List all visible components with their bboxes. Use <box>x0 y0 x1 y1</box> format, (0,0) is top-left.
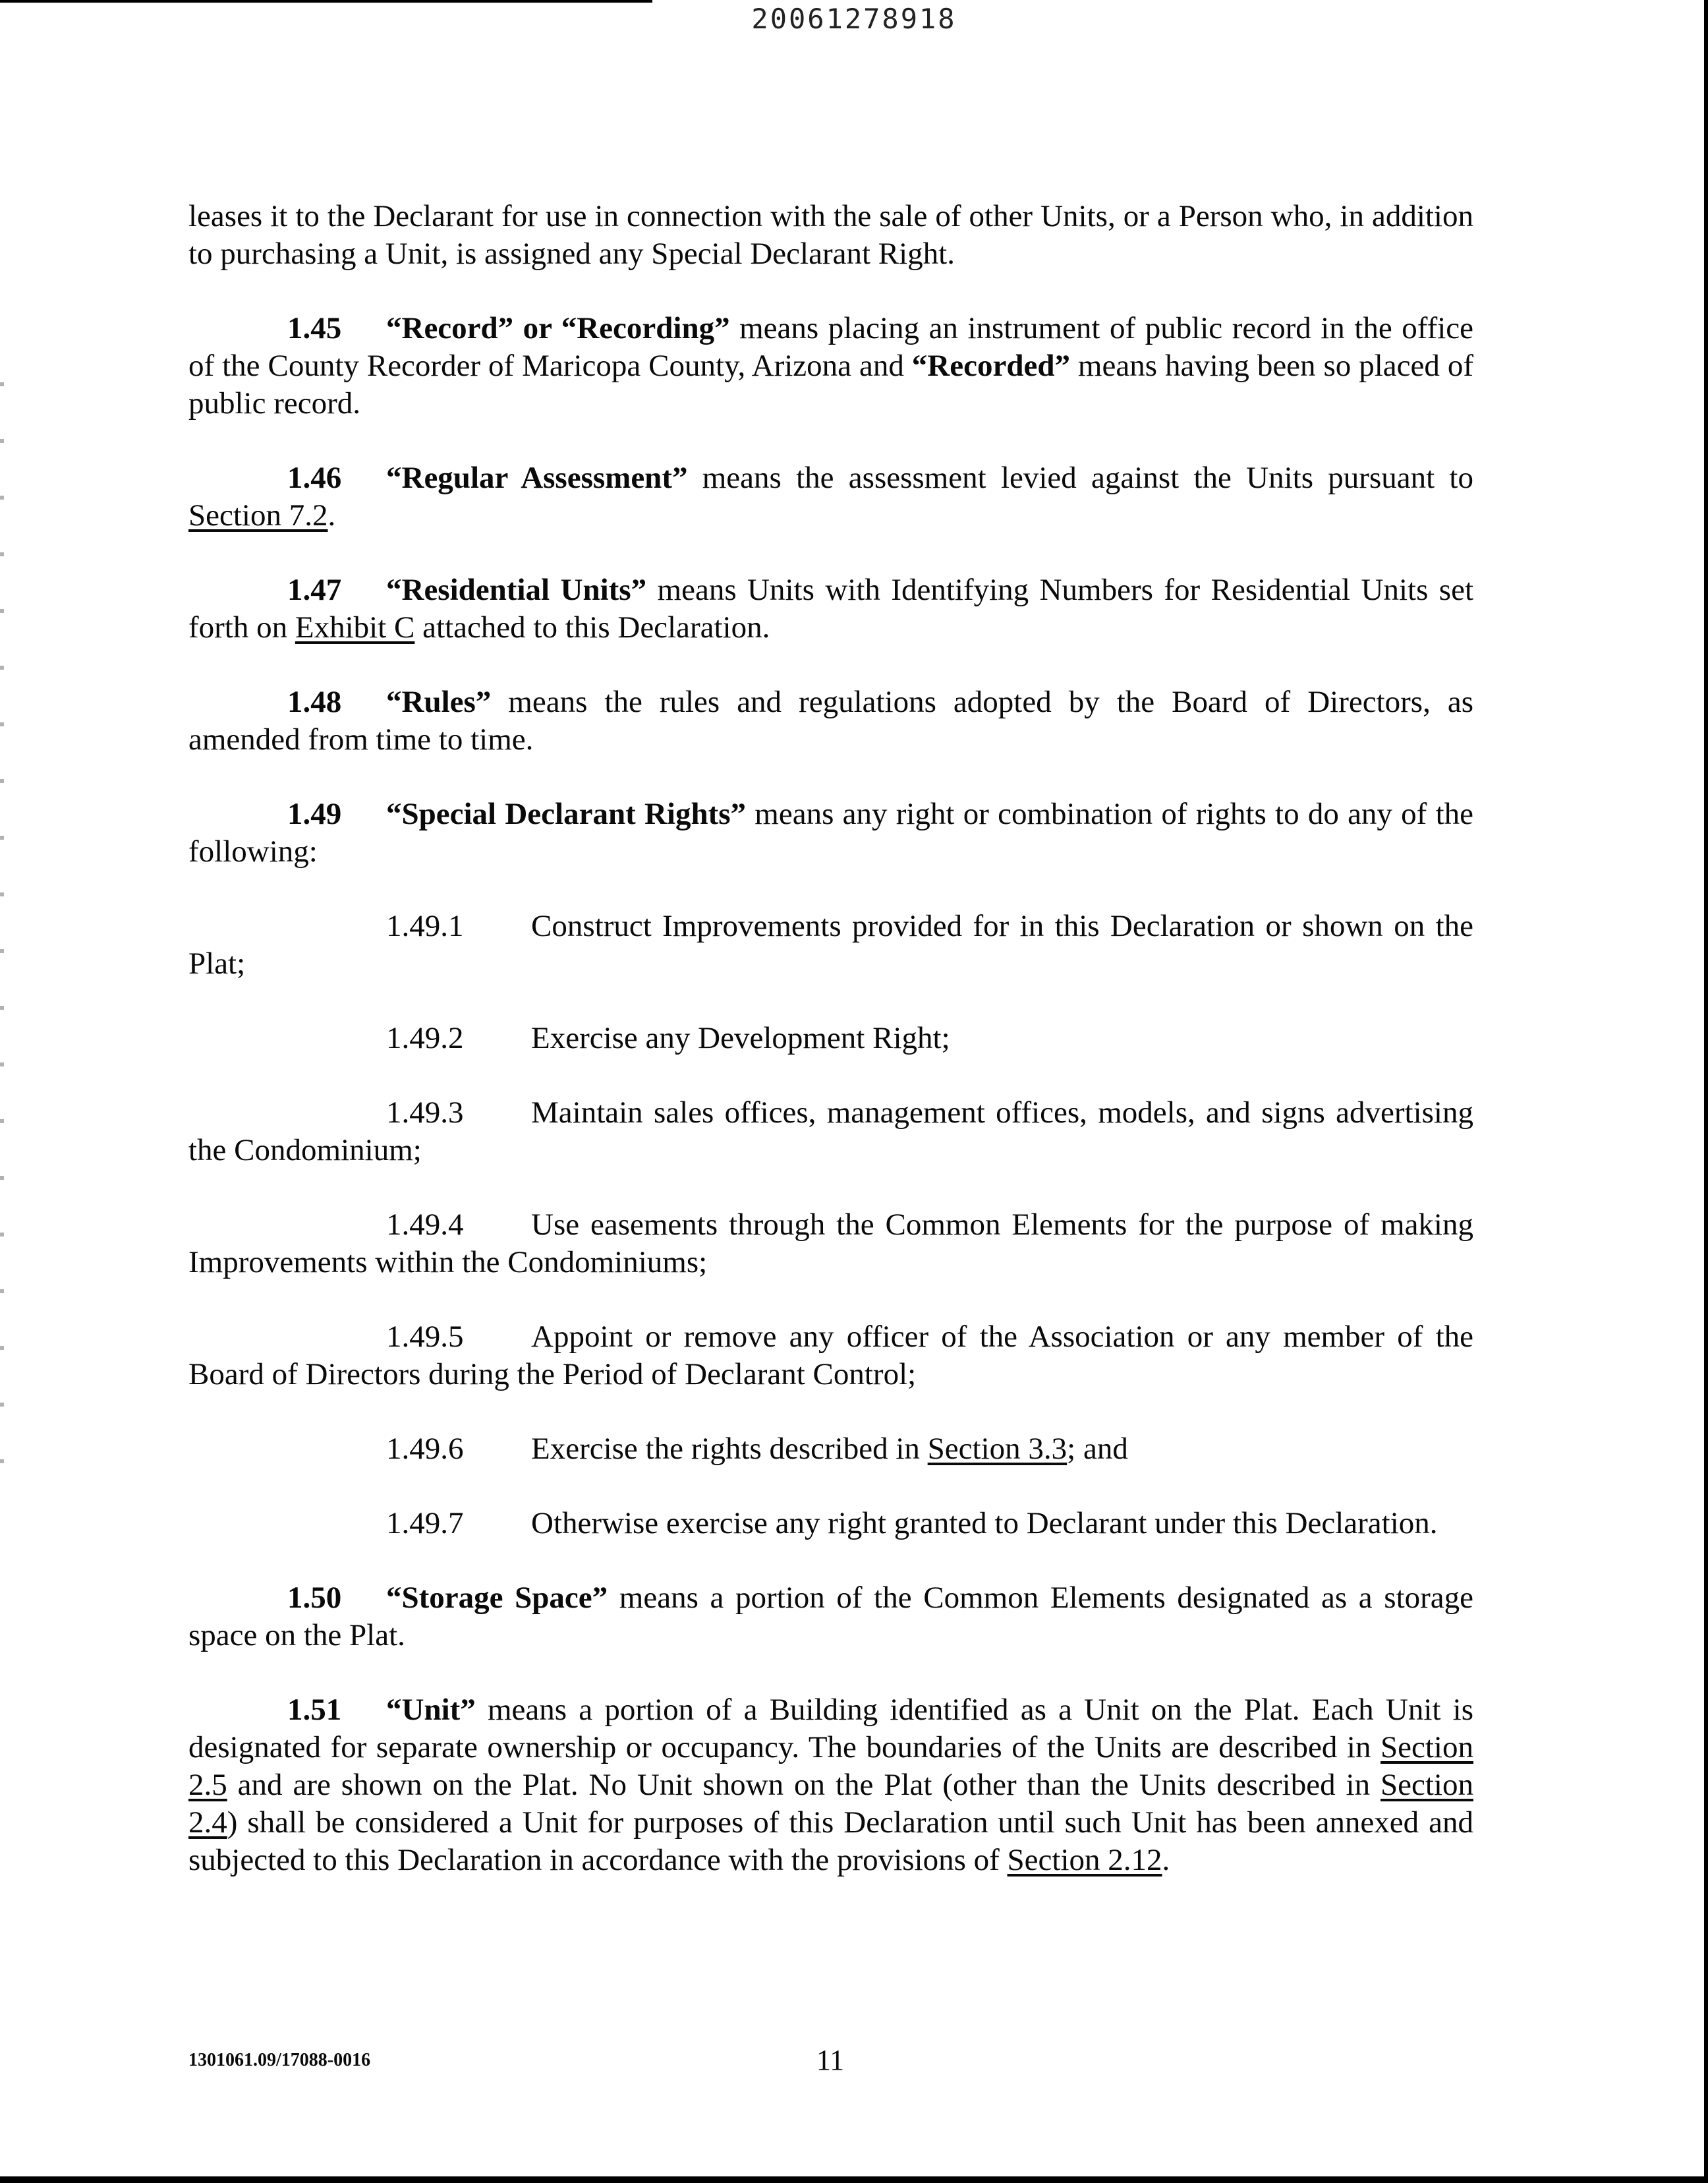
defined-term: “Recorded” <box>911 349 1070 383</box>
subsection-text: Exercise any Development Right; <box>531 1021 950 1055</box>
subsection-1-49-6 <box>188 1430 1473 1468</box>
section-1-49 <box>188 796 1473 871</box>
section-reference: Section 2.4 <box>188 1768 1473 1840</box>
definition-text: means any right or combination of rights to do any of the following: <box>188 797 1473 869</box>
section-reference: Section 7.2 <box>188 498 328 533</box>
definition-text: means the rules and regulations adopted by the Board of Directors, as amended from time to time. <box>188 685 1473 757</box>
section-1-50 <box>188 1579 1473 1654</box>
page-number: 11 <box>816 2044 845 2076</box>
defined-term: “Regular Assessment” <box>386 461 688 495</box>
recording-number: 20061278918 <box>751 3 957 35</box>
subsection-1-49-1 <box>188 908 1473 983</box>
definition-text: . <box>1162 1843 1170 1877</box>
defined-term: “Special Declarant Rights” <box>386 797 747 831</box>
definition-text: means a portion of a Building identified as a Unit on the Plat. Each Unit is designated for separate ownership or occupancy. The boundaries of the Units are described in <box>188 1693 1473 1764</box>
definition-text: and are shown on the Plat. No Unit shown on the Plat (other than the Units described in <box>227 1768 1381 1802</box>
definition-text: means placing an instrument of public record in the office of the County Recorder of Maricopa County, Arizona and <box>188 311 1473 383</box>
section-number: 1.46 <box>287 461 342 495</box>
section-1-48 <box>188 684 1473 759</box>
defined-term: “Storage Space” <box>386 1581 608 1615</box>
section-number: 1.51 <box>287 1693 342 1727</box>
definition-text: means the assessment levied against the Units pursuant to <box>687 461 1473 495</box>
defined-term: “Residential Units” <box>386 573 647 607</box>
subsection-text: Construct Improvements provided for in this Declaration or shown on the Plat; <box>188 909 1473 981</box>
defined-term: “Record” or “Recording” <box>386 311 730 345</box>
section-1-47 <box>188 571 1473 647</box>
definition-text: ) shall be considered a Unit for purposes of this Declaration until such Unit has been annexed and subjected to this Declaration in accordance with the provisions of <box>188 1805 1473 1877</box>
subsection-text: Exercise the rights described in <box>531 1432 928 1466</box>
subsection-number: 1.49.7 <box>386 1506 464 1540</box>
subsection-1-49-4 <box>188 1206 1473 1281</box>
section-number: 1.50 <box>287 1581 342 1615</box>
subsection-1-49-2 <box>188 1020 1473 1057</box>
section-reference: Section 2.12 <box>1007 1843 1162 1877</box>
definition-text: means having been so placed of public record. <box>188 349 1473 421</box>
subsection-1-49-7 <box>188 1505 1473 1542</box>
subsection-text: Maintain sales offices, management offices, models, and signs advertising the Condominium; <box>188 1095 1473 1167</box>
definition-text: . <box>327 498 336 533</box>
subsection-1-49-3 <box>188 1094 1473 1169</box>
defined-term: “Unit” <box>386 1693 476 1727</box>
section-reference: Section 2.5 <box>188 1730 1473 1802</box>
section-reference: Section 3.3 <box>927 1432 1068 1466</box>
subsection-text: ; and <box>1067 1432 1128 1466</box>
bottom-border-rule <box>0 2176 1708 2183</box>
footer-document-id: 1301061.09/17088-0016 <box>188 2050 371 2070</box>
subsection-text: Otherwise exercise any right granted to Declarant under this Declaration. <box>531 1506 1438 1540</box>
subsection-1-49-5 <box>188 1318 1473 1393</box>
right-border-rule <box>1704 0 1708 2183</box>
paragraph-continuation: leases it to the Declarant for use in connection with the sale of other Units, or a Person who, in addition to purchasing a Unit, is assigned any Special Declarant Right. <box>188 199 1473 271</box>
definition-text: means a portion of the Common Elements designated as a storage space on the Plat. <box>188 1581 1473 1652</box>
section-1-45 <box>188 310 1473 422</box>
subsection-text: Use easements through the Common Elements for the purpose of making Improvements within the Condominiums; <box>188 1208 1473 1279</box>
subsection-text: Appoint or remove any officer of the Association or any member of the Board of Directors during the Period of Declarant Control; <box>188 1320 1473 1391</box>
section-number: 1.48 <box>287 685 342 719</box>
subsection-number: 1.49.6 <box>386 1432 464 1466</box>
section-number: 1.47 <box>287 573 342 607</box>
subsection-number: 1.49.4 <box>386 1208 464 1242</box>
section-number: 1.45 <box>287 311 342 345</box>
subsection-number: 1.49.5 <box>386 1320 464 1354</box>
margin-scan-marks <box>0 330 4 1516</box>
section-1-51 <box>188 1691 1473 1879</box>
subsection-number: 1.49.3 <box>386 1095 464 1130</box>
subsection-number: 1.49.2 <box>386 1021 464 1055</box>
exhibit-reference: Exhibit C <box>295 610 415 645</box>
subsection-number: 1.49.1 <box>386 909 464 943</box>
defined-term: “Rules” <box>386 685 492 719</box>
document-body <box>188 198 1473 1879</box>
definition-text: attached to this Declaration. <box>414 610 770 645</box>
definition-text: means Units with Identifying Numbers for Residential Units set forth on <box>188 573 1474 645</box>
section-number: 1.49 <box>287 797 342 831</box>
section-1-46 <box>188 459 1473 535</box>
